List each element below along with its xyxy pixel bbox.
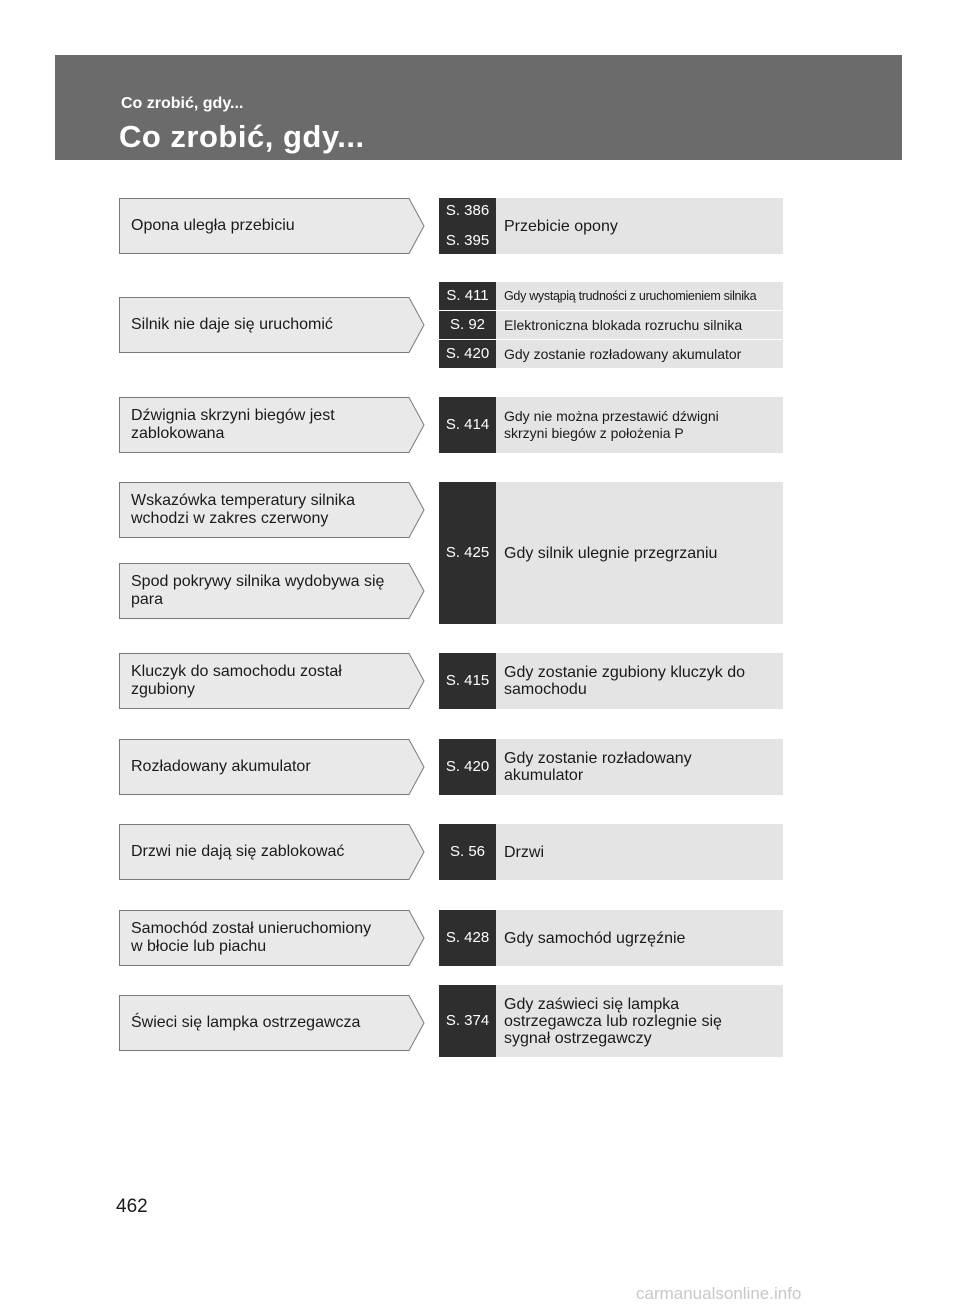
situation-text: Drzwi nie dają się zablokować: [131, 843, 345, 860]
page-ref-badge[interactable]: [439, 282, 496, 310]
reference-description: Gdy zaświeci się lampka ostrzegawcza lub rozlegnie się sygnał ostrzegawczy: [496, 985, 783, 1057]
reference-description: Gdy silnik ulegnie przegrzaniu: [496, 482, 783, 624]
page-ref[interactable]: S. 374: [445, 1012, 490, 1029]
page-ref[interactable]: S. 92: [449, 316, 486, 333]
page-ref-badge[interactable]: [439, 482, 496, 624]
reference-row: [439, 653, 783, 709]
reference-description: Gdy zostanie rozładowany akumulator: [496, 340, 783, 368]
page-ref[interactable]: S. 428: [445, 929, 490, 946]
reference-row: [439, 985, 783, 1057]
reference-description: Przebicie opony: [496, 198, 783, 254]
page-ref[interactable]: S. 415: [445, 672, 490, 689]
reference-row: [439, 824, 783, 880]
situation-text: Opona uległa przebiciu: [131, 217, 295, 234]
page-ref-badge[interactable]: [439, 397, 496, 453]
page-ref-badge[interactable]: [439, 824, 496, 880]
page-ref[interactable]: S. 414: [445, 416, 490, 433]
reference-row: [439, 482, 783, 624]
reference-row: [439, 282, 783, 310]
watermark: carmanualsonline.info: [636, 1284, 802, 1303]
page-ref[interactable]: S. 420: [445, 345, 490, 362]
reference-description: Gdy nie można przestawić dźwigni skrzyni biegów z położenia P: [496, 397, 783, 453]
page-ref[interactable]: S. 411: [446, 287, 489, 304]
reference-description: Drzwi: [496, 824, 783, 880]
situation-text: Dźwignia skrzyni biegów jest zablokowana: [131, 407, 335, 442]
page-ref-badge[interactable]: [439, 340, 496, 368]
situation-text: Rozładowany akumulator: [131, 758, 311, 775]
reference-row: [439, 198, 783, 254]
page-ref[interactable]: S. 425: [445, 544, 490, 561]
reference-description: Elektroniczna blokada rozruchu silnika: [496, 311, 783, 339]
page-ref-badge[interactable]: [439, 653, 496, 709]
reference-description: Gdy wystąpią trudności z uruchomieniem silnika: [496, 282, 783, 310]
page-ref-badge[interactable]: [439, 985, 496, 1057]
page-ref[interactable]: S. 56: [449, 843, 486, 860]
page-ref-badge[interactable]: [439, 198, 496, 254]
page-title: Co zrobić, gdy...: [119, 119, 365, 154]
situation-text: Silnik nie daje się uruchomić: [131, 316, 333, 333]
page-ref-badge[interactable]: [439, 311, 496, 339]
reference-row: [439, 340, 783, 368]
situation-text: Samochód został unieruchomiony w błocie lub piachu: [131, 920, 372, 955]
header-subtitle: Co zrobić, gdy...: [121, 95, 244, 112]
reference-row: [439, 739, 783, 795]
page-ref[interactable]: S. 386: [445, 202, 490, 219]
page-ref-badge[interactable]: [439, 910, 496, 966]
situation-text: Kluczyk do samochodu został zgubiony: [131, 663, 342, 698]
reference-description: Gdy zostanie zgubiony kluczyk do samochodu: [496, 653, 783, 709]
reference-row: [439, 910, 783, 966]
situation-text: Spod pokrywy silnika wydobywa się para: [131, 573, 385, 608]
page-ref-badge[interactable]: [439, 739, 496, 795]
page-number: 462: [116, 1196, 148, 1217]
page-ref[interactable]: S. 395: [445, 232, 490, 249]
reference-row: [439, 311, 783, 339]
situation-text: Wskazówka temperatury silnika wchodzi w zakres czerwony: [131, 492, 356, 527]
reference-row: [439, 397, 783, 453]
reference-description: Gdy samochód ugrzęźnie: [496, 910, 783, 966]
page-ref[interactable]: S. 420: [445, 758, 490, 775]
reference-description: Gdy zostanie rozładowany akumulator: [496, 739, 783, 795]
section-header: [55, 55, 902, 160]
situation-text: Świeci się lampka ostrzegawcza: [131, 1014, 361, 1031]
